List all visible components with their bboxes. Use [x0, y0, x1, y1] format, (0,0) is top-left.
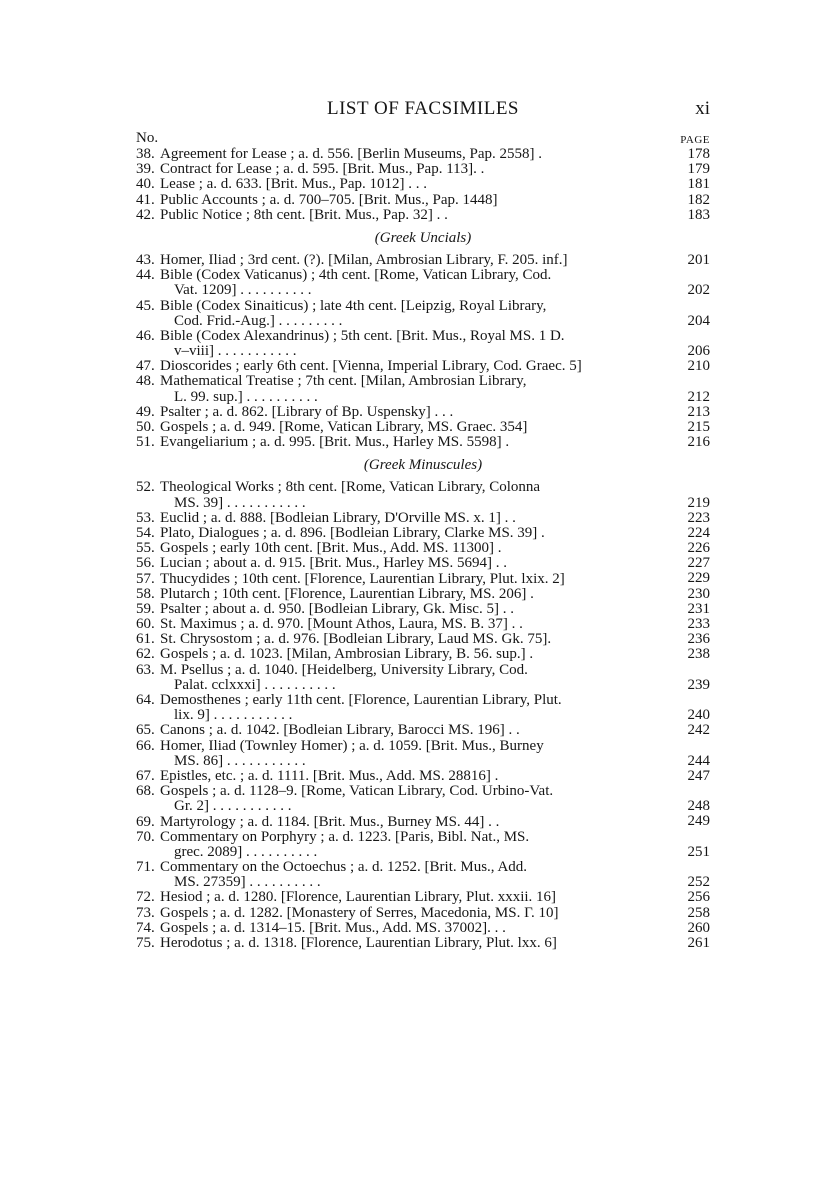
entry-text: Homer, Iliad ; 3rd cent. (?). [Milan, Ambrosian Library, F. 205. inf.] [160, 252, 568, 268]
entry-text: Psalter ; about a. d. 950. [Bodleian Library, Gk. Misc. 5] . . [160, 601, 514, 617]
entry-page-number: 210 [678, 359, 710, 374]
list-item [136, 936, 710, 951]
entry-number: 64. [136, 693, 155, 708]
entry-number: 58. [136, 586, 155, 602]
entry-text: Canons ; a. d. 1042. [Bodleian Library, Barocci MS. 196] . . [160, 723, 520, 739]
list-item [136, 556, 710, 571]
entry-number: 61. [136, 632, 155, 648]
section-heading: (Greek Minuscules) [363, 457, 483, 474]
list-item [136, 587, 710, 602]
entry-text: Bible (Codex Vaticanus) ; 4th cent. [Rome, Vatican Library, Cod. [160, 268, 552, 284]
entry-page-number: 236 [678, 632, 710, 647]
entry-page-number: 256 [678, 890, 710, 905]
list-item [136, 162, 710, 177]
list-item [136, 208, 710, 223]
entry-number: 49. [136, 404, 155, 420]
list-item [136, 374, 710, 404]
entry-page-number: 223 [678, 511, 710, 526]
entry-text: grec. 2089] . . . . . . . . . . [174, 844, 318, 860]
entry-number: 70. [136, 829, 155, 845]
entry-text: L. 99. sup.] . . . . . . . . . . [174, 389, 318, 405]
entry-number: 41. [136, 192, 155, 208]
list-item [136, 299, 710, 329]
entry-page-number: 215 [678, 420, 710, 435]
list-item [136, 193, 710, 208]
entry-page-number: 244 [678, 754, 710, 769]
page-title: LIST OF FACSIMILES [327, 98, 519, 119]
entry-text: M. Psellus ; a. d. 1040. [Heidelberg, University Library, Cod. [160, 662, 528, 678]
entry-number: 56. [136, 556, 155, 572]
entry-number: 65. [136, 723, 155, 739]
list-item [136, 647, 710, 662]
entry-text: Lease ; a. d. 633. [Brit. Mus., Pap. 1012] . . . [160, 177, 428, 193]
entry-page-number: 213 [678, 405, 710, 420]
entry-page-number: 179 [678, 162, 710, 177]
list-item [136, 830, 710, 860]
entry-text: Bible (Codex Sinaiticus) ; late 4th cent. [Leipzig, Royal Library, [160, 298, 547, 314]
entry-text: Plato, Dialogues ; a. d. 896. [Bodleian Library, Clarke MS. 39] . [160, 525, 545, 541]
entry-text: Gospels ; a. d. 1282. [Monastery of Serres, Macedonia, MS. Γ. 10] [160, 905, 559, 921]
entry-text: St. Maximus ; a. d. 970. [Mount Athos, Laura, MS. B. 37] . . [160, 617, 523, 633]
page-number: xi [695, 98, 710, 119]
list-item [136, 602, 710, 617]
entry-page-number: 181 [678, 177, 710, 192]
entry-page-number: 227 [678, 556, 710, 571]
entry-text: Gospels ; early 10th cent. [Brit. Mus., Add. MS. 11300] . [160, 541, 502, 557]
entry-number: 69. [136, 814, 155, 830]
entry-text: St. Chrysostom ; a. d. 976. [Bodleian Library, Laud MS. Gk. 75]. [160, 632, 552, 648]
entry-number: 62. [136, 647, 155, 663]
list-item [136, 177, 710, 192]
entry-text: Commentary on the Octoechus ; a. d. 1252. [Brit. Mus., Add. [160, 860, 528, 876]
entry-number: 66. [136, 738, 155, 754]
entry-page-number: 183 [678, 208, 710, 223]
list-item [136, 906, 710, 921]
list-item [136, 921, 710, 936]
list-item [136, 739, 710, 769]
entry-number: 54. [136, 525, 155, 541]
entry-page-number: 178 [678, 147, 710, 162]
list-item [136, 511, 710, 526]
entry-text: Commentary on Porphyry ; a. d. 1223. [Paris, Bibl. Nat., MS. [160, 829, 530, 845]
entry-text: Theological Works ; 8th cent. [Rome, Vatican Library, Colonna [160, 480, 541, 496]
entry-page-number: 260 [678, 921, 710, 936]
page-column-header: PAGE [680, 134, 710, 146]
entry-text: Plutarch ; 10th cent. [Florence, Laurentian Library, MS. 206] . [160, 586, 534, 602]
entry-number: 45. [136, 298, 155, 314]
list-item [136, 526, 710, 541]
entry-text: Martyrology ; a. d. 1184. [Brit. Mus., Burney MS. 44] . . [160, 814, 500, 830]
entry-page-number: 216 [678, 435, 710, 450]
entry-text: Lucian ; about a. d. 915. [Brit. Mus., Harley MS. 5694] . . [160, 556, 508, 572]
entry-number: 44. [136, 268, 155, 284]
list-item [136, 147, 710, 162]
entry-number: 42. [136, 207, 155, 223]
entry-text: Homer, Iliad (Townley Homer) ; a. d. 1059. [Brit. Mus., Burney [160, 738, 544, 754]
entry-number: 46. [136, 328, 155, 344]
entry-number: 43. [136, 252, 155, 268]
list-item [136, 435, 710, 450]
entry-page-number: 258 [678, 906, 710, 921]
entry-text: Palat. cclxxxi] . . . . . . . . . . [174, 677, 336, 693]
entry-page-number: 224 [678, 526, 710, 541]
entry-page-number: 206 [678, 344, 710, 359]
entry-text: Agreement for Lease ; a. d. 556. [Berlin Museums, Pap. 2558] . [160, 147, 542, 162]
entry-text: Hesiod ; a. d. 1280. [Florence, Laurentian Library, Plut. xxxii. 16] [160, 890, 557, 906]
entry-number: 57. [136, 571, 155, 587]
facsimile-list [136, 147, 710, 951]
column-headers [136, 130, 710, 146]
entry-text: Herodotus ; a. d. 1318. [Florence, Laurentian Library, Plut. lxx. 6] [160, 936, 557, 951]
list-item [136, 268, 710, 298]
entry-page-number: 249 [678, 814, 710, 829]
entry-number: 40. [136, 177, 155, 193]
entry-number: 73. [136, 905, 155, 921]
entry-page-number: 226 [678, 541, 710, 556]
entry-page-number: 248 [678, 799, 710, 814]
entry-text: lix. 9] . . . . . . . . . . . [174, 708, 293, 724]
entry-page-number: 231 [678, 602, 710, 617]
entry-number: 72. [136, 890, 155, 906]
entry-text: Contract for Lease ; a. d. 595. [Brit. Mus., Pap. 113]. . [160, 162, 485, 178]
list-item [136, 693, 710, 723]
page-header [136, 98, 710, 124]
list-item [136, 359, 710, 374]
entry-text: Bible (Codex Alexandrinus) ; 5th cent. [Brit. Mus., Royal MS. 1 D. [160, 328, 565, 344]
entry-number: 39. [136, 162, 155, 178]
entry-page-number: 240 [678, 708, 710, 723]
entry-text: Mathematical Treatise ; 7th cent. [Milan, Ambrosian Library, [160, 374, 527, 390]
list-item [136, 769, 710, 784]
entry-text: Evangeliarium ; a. d. 995. [Brit. Mus., Harley MS. 5598] . [160, 435, 510, 451]
list-item [136, 632, 710, 647]
entry-number: 52. [136, 480, 155, 496]
entry-page-number: 252 [678, 875, 710, 890]
entry-number: 55. [136, 541, 155, 557]
list-item [136, 420, 710, 435]
entry-text: Gospels ; a. d. 1128–9. [Rome, Vatican Library, Cod. Urbino-Vat. [160, 784, 554, 800]
entry-page-number: 247 [678, 769, 710, 784]
entry-number: 60. [136, 617, 155, 633]
entry-number: 51. [136, 435, 155, 451]
entry-number: 68. [136, 784, 155, 800]
entry-text: Dioscorides ; early 6th cent. [Vienna, Imperial Library, Cod. Graec. 5] [160, 359, 582, 375]
entry-number: 47. [136, 359, 155, 375]
entry-text: Epistles, etc. ; a. d. 1111. [Brit. Mus., Add. MS. 28816] . [160, 768, 499, 784]
entry-page-number: 239 [678, 678, 710, 693]
number-column-header: No. [136, 130, 159, 146]
entry-text: Gr. 2] . . . . . . . . . . . [174, 799, 292, 815]
entry-page-number: 238 [678, 647, 710, 662]
entry-text: Thucydides ; 10th cent. [Florence, Laurentian Library, Plut. lxix. 2] [160, 571, 565, 587]
entry-number: 53. [136, 510, 155, 526]
entry-text: Gospels ; a. d. 1023. [Milan, Ambrosian Library, B. 56. sup.] . [160, 647, 534, 663]
list-item [136, 617, 710, 632]
list-item [136, 890, 710, 905]
list-item [136, 663, 710, 693]
list-item [136, 572, 710, 587]
entry-number: 75. [136, 936, 155, 951]
entry-page-number: 182 [678, 193, 710, 208]
entry-text: Public Accounts ; a. d. 700–705. [Brit. Mus., Pap. 1448] [160, 192, 498, 208]
entry-number: 63. [136, 662, 155, 678]
entry-page-number: 233 [678, 617, 710, 632]
entry-page-number: 251 [678, 845, 710, 860]
entry-text: MS. 27359] . . . . . . . . . . [174, 875, 321, 891]
entry-text: MS. 86] . . . . . . . . . . . [174, 753, 306, 769]
section-heading: (Greek Uncials) [374, 229, 472, 246]
entry-page-number: 204 [678, 314, 710, 329]
list-item [136, 860, 710, 890]
entry-page-number: 202 [678, 283, 710, 298]
entry-number: 67. [136, 768, 155, 784]
entry-text: Gospels ; a. d. 949. [Rome, Vatican Library, MS. Graec. 354] [160, 420, 528, 435]
list-item [136, 541, 710, 556]
entry-text: v–viii] . . . . . . . . . . . [174, 344, 297, 360]
entry-text: Cod. Frid.-Aug.] . . . . . . . . . [174, 313, 343, 329]
entry-page-number: 201 [678, 253, 710, 268]
entry-page-number: 242 [678, 723, 710, 738]
list-item [136, 480, 710, 510]
entry-number: 59. [136, 601, 155, 617]
list-item [136, 784, 710, 814]
entry-page-number: 229 [678, 571, 710, 586]
entry-page-number: 230 [678, 587, 710, 602]
entry-number: 48. [136, 374, 155, 390]
entry-number: 74. [136, 920, 155, 936]
list-item [136, 253, 710, 268]
entry-number: 38. [136, 147, 155, 162]
entry-text: MS. 39] . . . . . . . . . . . [174, 495, 306, 511]
list-item [136, 723, 710, 738]
entry-text: Demosthenes ; early 11th cent. [Florence, Laurentian Library, Plut. [160, 693, 562, 708]
entry-text: Gospels ; a. d. 1314–15. [Brit. Mus., Add. MS. 37002]. . . [160, 920, 506, 936]
entry-page-number: 219 [678, 496, 710, 511]
list-item [136, 405, 710, 420]
entry-number: 71. [136, 860, 155, 876]
entry-text: Psalter ; a. d. 862. [Library of Bp. Uspensky] . . . [160, 404, 454, 420]
entry-text: Euclid ; a. d. 888. [Bodleian Library, D'Orville MS. x. 1] . . [160, 510, 516, 526]
entry-page-number: 261 [678, 936, 710, 951]
entry-number: 50. [136, 420, 155, 435]
list-item [136, 329, 710, 359]
entry-text: Vat. 1209] . . . . . . . . . . [174, 283, 312, 299]
entry-page-number: 212 [678, 390, 710, 405]
entry-text: Public Notice ; 8th cent. [Brit. Mus., Pap. 32] . . [160, 207, 448, 223]
list-item [136, 815, 710, 830]
